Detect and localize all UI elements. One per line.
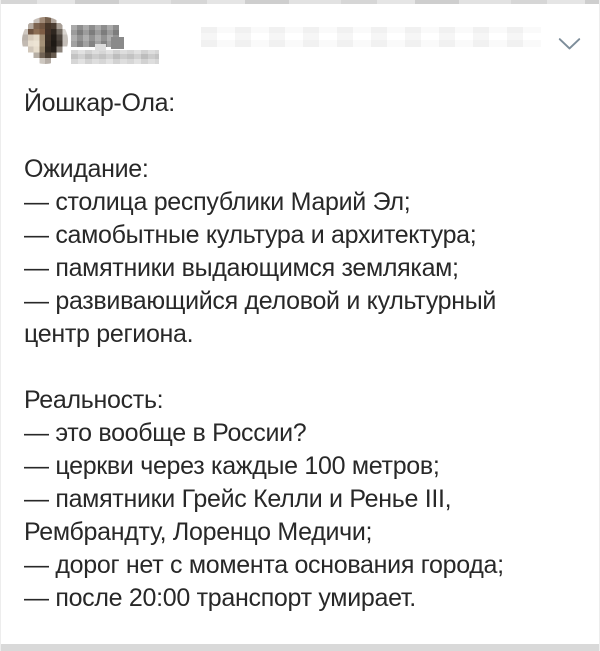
tweet-line: — столица республики Марий Эл; [24, 188, 411, 216]
blur-artifact [201, 27, 541, 47]
tweet-line: Рембрандту, Лоренцо Медичи; [24, 518, 373, 546]
tweet-line: — после 20:00 транспорт умирает. [24, 584, 416, 612]
bottom-edge-artifact [1, 644, 599, 651]
tweet-line: Йошкар-Ола: [24, 89, 175, 117]
tweet-line: Реальность: [24, 386, 164, 414]
tweet-line [24, 351, 593, 384]
top-edge-artifact [1, 0, 599, 4]
tweet-line: — памятники Грейс Келли и Ренье III, [24, 485, 452, 513]
chevron-down-icon[interactable] [558, 37, 581, 52]
tweet-text [24, 87, 593, 615]
tweet-line: — самобытные культура и архитектура; [24, 221, 477, 249]
tweet-line: центр региона. [24, 320, 194, 348]
avatar[interactable] [22, 17, 68, 64]
avatar-pixelated-image [22, 17, 68, 64]
tweet-line: — церкви через каждые 100 метров; [24, 452, 440, 480]
handle-redacted [71, 50, 159, 64]
tweet-line: — памятники выдающимся землякам; [24, 254, 459, 282]
tweet-line: Ожидание: [24, 155, 149, 183]
tweet-line: — это вообще в России? [24, 419, 307, 447]
tweet-line [24, 120, 593, 153]
tweet-line: — развивающийся деловой и культурный [24, 287, 497, 315]
tweet-line: — дорог нет с момента основания города; [24, 551, 504, 579]
